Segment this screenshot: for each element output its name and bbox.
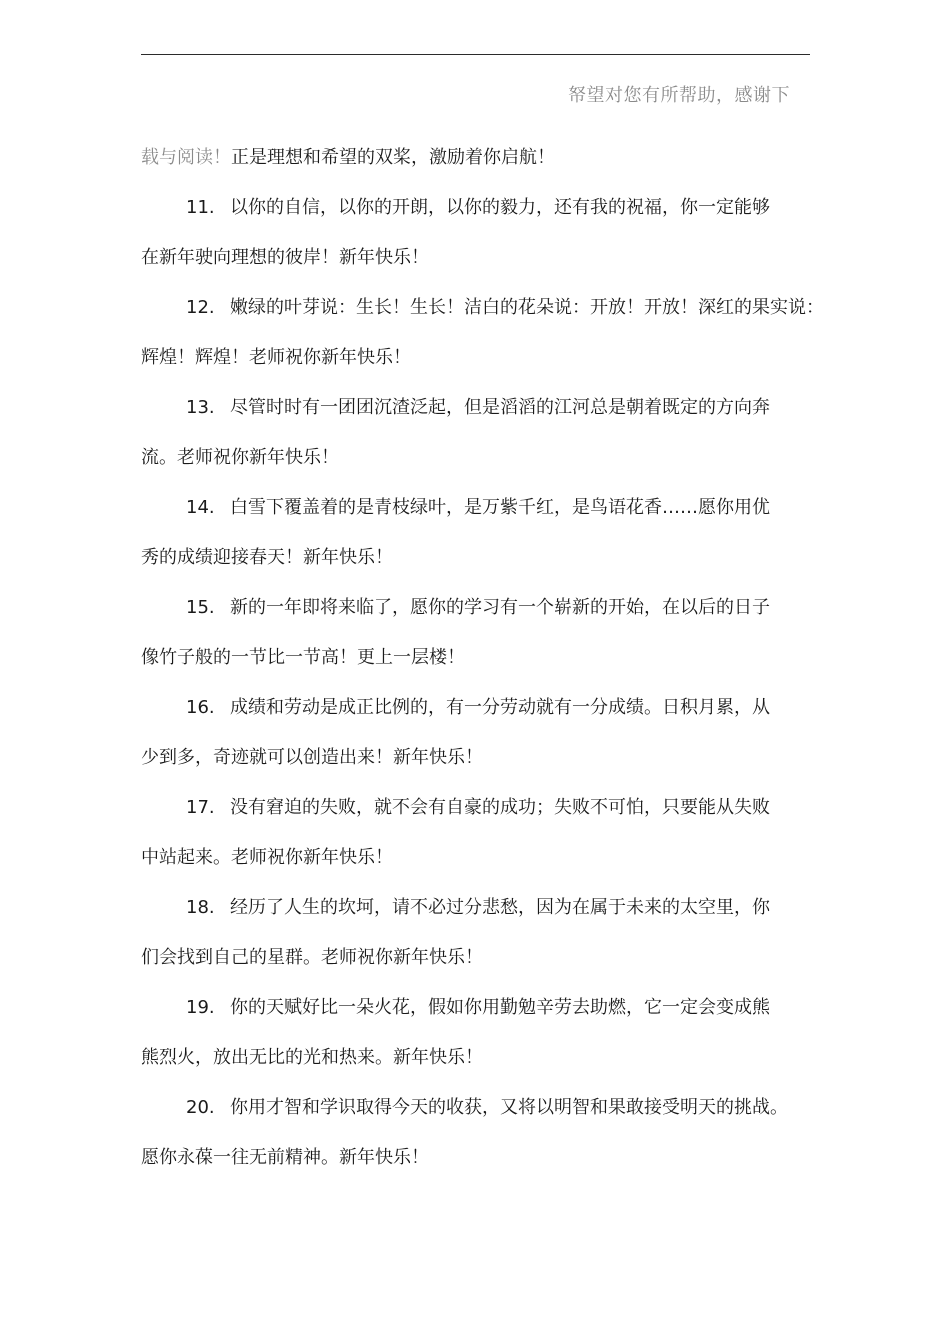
- list-item-18-line2: 们会找到自己的星群。老师祝你新年快乐！: [141, 947, 483, 968]
- list-item-17-line2: 中站起来。老师祝你新年快乐！: [141, 847, 393, 868]
- header-rule: [141, 54, 810, 55]
- item-text: 嫩绿的叶芽说：生长！生长！洁白的花朵说：开放！开放！深红的果实说：: [230, 297, 824, 318]
- list-item-14-line2: 秀的成绩迎接春天！新年快乐！: [141, 547, 393, 568]
- list-item-18-line1: [141, 883, 821, 933]
- list-item-19-line1: [141, 983, 821, 1033]
- item-number: 18.: [186, 897, 215, 918]
- list-item-16-line2: 少到多，奇迹就可以创造出来！新年快乐！: [141, 747, 483, 768]
- list-item-13-line2: 流。老师祝你新年快乐！: [141, 447, 339, 468]
- list-item-12-line1: [141, 283, 824, 333]
- list-item-15-line1: [141, 583, 821, 633]
- item-text: 你的天赋好比一朵火花，假如你用勤勉辛劳去助燃，它一定会变成熊: [230, 997, 770, 1018]
- list-item-20-line2: 愿你永葆一往无前精神。新年快乐！: [141, 1147, 429, 1168]
- item-text: 没有窘迫的失败，就不会有自豪的成功；失败不可怕，只要能从失败: [230, 797, 770, 818]
- item-text: 尽管时时有一团团沉渣泛起，但是滔滔的江河总是朝着既定的方向奔: [230, 397, 770, 418]
- list-item-16-line1: [141, 683, 821, 733]
- item-number: 16.: [186, 697, 215, 718]
- list-item-14-line1: [141, 483, 821, 533]
- item-text: 经历了人生的坎坷，请不必过分悲愁，因为在属于未来的太空里，你: [230, 897, 770, 918]
- item-number: 13.: [186, 397, 215, 418]
- item-number: 11.: [186, 197, 215, 218]
- list-item-15-line2: 像竹子般的一节比一节高！更上一层楼！: [141, 647, 465, 668]
- list-item-12-line2: 辉煌！辉煌！老师祝你新年快乐！: [141, 347, 411, 368]
- list-item-19-line2: 熊烈火，放出无比的光和热来。新年快乐！: [141, 1047, 483, 1068]
- item-number: 12.: [186, 297, 215, 318]
- list-item-11-line2: 在新年驶向理想的彼岸！新年快乐！: [141, 247, 429, 268]
- header-note: 帑望对您有所帮助，感谢下: [568, 85, 790, 106]
- item-text: 你用才智和学识取得今天的收获，又将以明智和果敢接受明天的挑战。: [230, 1097, 788, 1118]
- list-item-20-line1: [141, 1083, 821, 1133]
- intro-text: 正是理想和希望的双桨，激励着你启航！: [231, 147, 555, 168]
- list-item-17-line1: [141, 783, 821, 833]
- item-number: 19.: [186, 997, 215, 1018]
- item-number: 20.: [186, 1097, 215, 1118]
- intro-gray-text: 载与阅读！: [141, 147, 231, 168]
- item-text: 以你的自信，以你的开朗，以你的毅力，还有我的祝福，你一定能够: [230, 197, 770, 218]
- list-item-13-line1: [141, 383, 821, 433]
- item-number: 14.: [186, 497, 215, 518]
- list-item-11-line1: [141, 183, 821, 233]
- item-number: 17.: [186, 797, 215, 818]
- item-text: 成绩和劳动是成正比例的，有一分劳动就有一分成绩。日积月累，从: [230, 697, 770, 718]
- item-text: 新的一年即将来临了，愿你的学习有一个崭新的开始，在以后的日子: [230, 597, 770, 618]
- document-body: [141, 133, 824, 1183]
- item-text: 白雪下覆盖着的是青枝绿叶，是万紫千红，是鸟语花香……愿你用优: [230, 497, 770, 518]
- item-number: 15.: [186, 597, 215, 618]
- intro-line: [141, 133, 821, 183]
